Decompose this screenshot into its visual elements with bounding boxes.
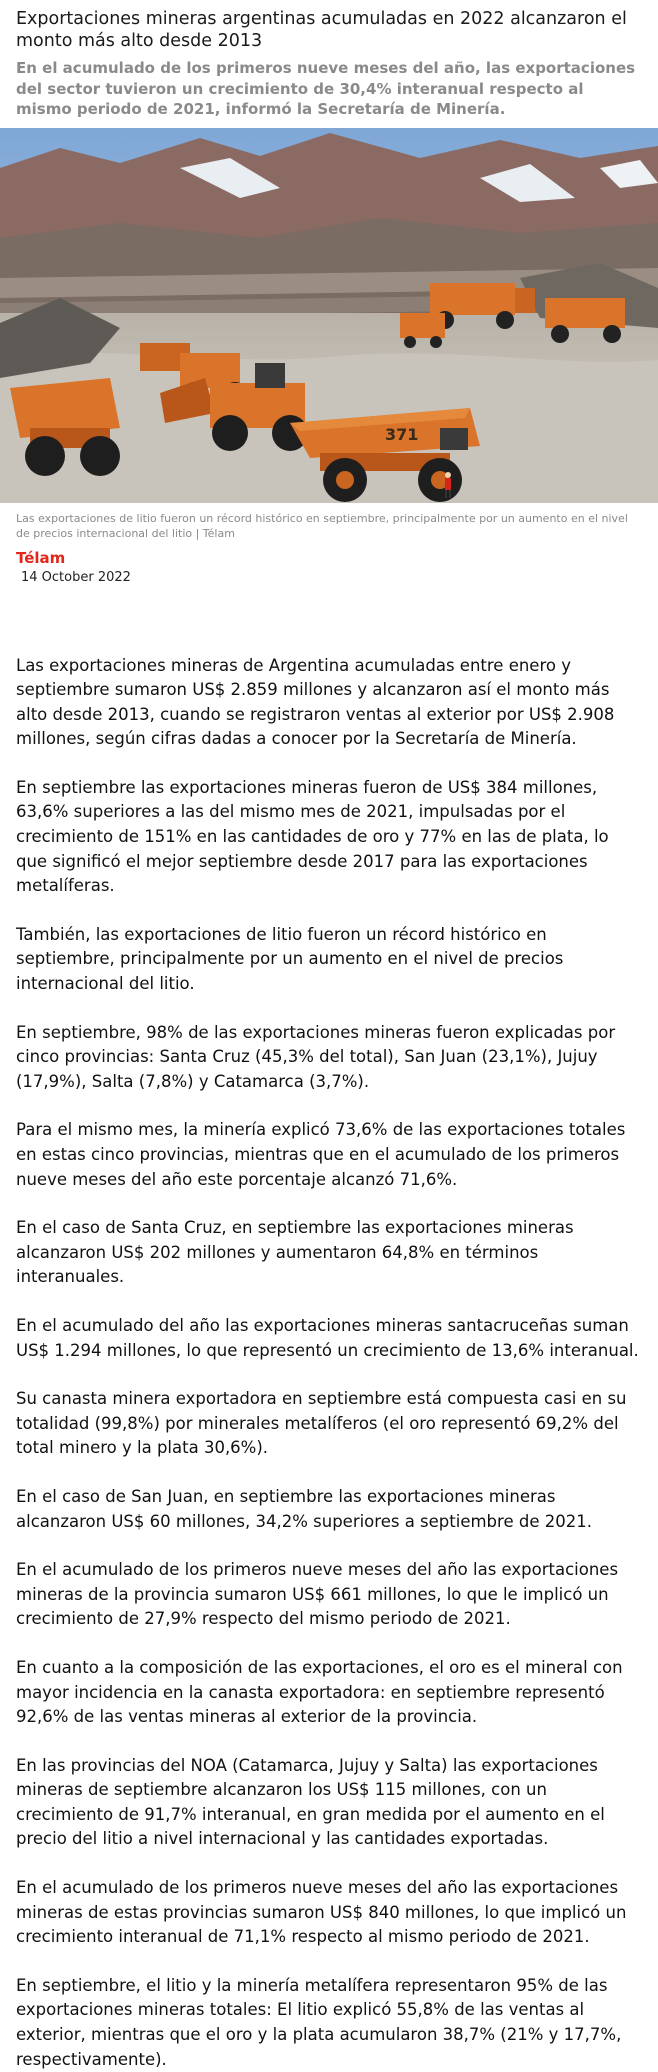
paragraph: En septiembre, el litio y la minería metalífera representaron 95% de las exportaciones mineras totales: El litio explicó 55,8% de las ventas al exterior, mientras que el oro y la plata acumularon 38,7% (21% y 17,7%, respectivamente). <box>16 1974 642 2072</box>
truck-number: 371 <box>385 425 418 444</box>
article-title: Exportaciones mineras argentinas acumuladas en 2022 alcanzaron el monto más alto desde 2013 <box>0 0 658 52</box>
image-caption: Las exportaciones de litio fueron un récord histórico en septiembre, principalmente por un aumento en el nivel de precios internacional del litio | Télam <box>0 511 658 541</box>
paragraph: En el caso de San Juan, en septiembre las exportaciones mineras alcanzaron US$ 60 millones, 34,2% superiores a septiembre de 2021. <box>16 1485 642 1534</box>
article-lead: En el acumulado de los primeros nueve meses del año, las exportaciones del sector tuvieron un crecimiento de 30,4% interanual respecto al mismo periodo de 2021, informó la Secretaría de Minería. <box>0 58 658 120</box>
paragraph: Su canasta minera exportadora en septiembre está compuesta casi en su totalidad (99,8%) por minerales metalíferos (el oro representó 69,2% del total minero y la plata 30,6%). <box>16 1387 642 1461</box>
paragraph: En septiembre las exportaciones mineras fueron de US$ 384 millones, 63,6% superiores a las del mismo mes de 2021, impulsadas por el crecimiento de 151% en las cantidades de oro y 77% en las de plata, lo que significó el mejor septiembre desde 2017 para las exportaciones metalíferas. <box>16 776 642 899</box>
paragraph: Para el mismo mes, la minería explicó 73,6% de las exportaciones totales en estas cinco provincias, mientras que en el acumulado de los primeros nueve meses del año este porcentaje alcanzó 71,6%. <box>16 1118 642 1192</box>
article-date: 14 October 2022 <box>0 569 658 586</box>
paragraph: En cuanto a la composición de las exportaciones, el oro es el mineral con mayor incidencia en la canasta exportadora: en septiembre representó 92,6% de las ventas mineras al exterior de la provincia. <box>16 1656 642 1730</box>
paragraph: En el acumulado del año las exportaciones mineras santacruceñas suman US$ 1.294 millones, lo que representó un crecimiento de 13,6% interanual. <box>16 1314 642 1363</box>
paragraph: En las provincias del NOA (Catamarca, Jujuy y Salta) las exportaciones mineras de septiembre alcanzaron los US$ 115 millones, con un crecimiento de 91,7% interanual, en gran medida por el aumento en el precio del litio a nivel internacional y las cantidades exportadas. <box>16 1754 642 1852</box>
open-pit-mine-photo <box>0 128 658 503</box>
paragraph: También, las exportaciones de litio fueron un récord histórico en septiembre, principalmente por un aumento en el nivel de precios internacional del litio. <box>16 923 642 997</box>
paragraph: En el acumulado de los primeros nueve meses del año las exportaciones mineras de la provincia sumaron US$ 661 millones, lo que le implicó un crecimiento de 27,9% respecto del mismo periodo de 2021. <box>16 1558 642 1632</box>
article-source[interactable]: Télam <box>0 549 658 567</box>
paragraph: En el acumulado de los primeros nueve meses del año las exportaciones mineras de estas provincias sumaron US$ 840 millones, lo que implicó un crecimiento interanual de 71,1% respecto al mismo periodo de 2021. <box>16 1876 642 1950</box>
paragraph: Las exportaciones mineras de Argentina acumuladas entre enero y septiembre sumaron US$ 2.859 millones y alcanzaron así el monto más alto desde 2013, cuando se registraron ventas al exterior por US$ 2.908 millones, según cifras dadas a conocer por la Secretaría de Minería. <box>16 654 642 752</box>
paragraph: En septiembre, 98% de las exportaciones mineras fueron explicadas por cinco provincias: Santa Cruz (45,3% del total), San Juan (23,1%), Jujuy (17,9%), Salta (7,8%) y Catamarca (3,7%). <box>16 1021 642 1095</box>
article-body <box>0 586 658 2072</box>
paragraph: En el caso de Santa Cruz, en septiembre las exportaciones mineras alcanzaron US$ 202 millones y aumentaron 64,8% en términos interanuales. <box>16 1216 642 1290</box>
